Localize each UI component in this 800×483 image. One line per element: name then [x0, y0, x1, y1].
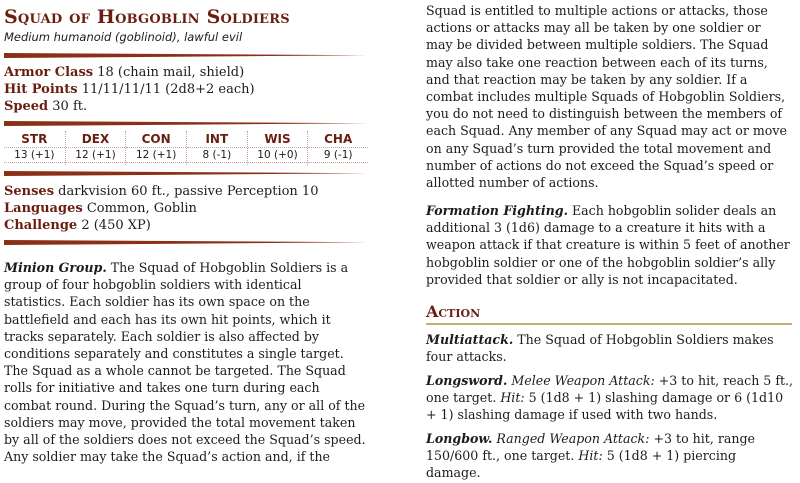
languages-label: Languages [4, 201, 83, 216]
hit-points-line [4, 81, 255, 98]
divider-rule [4, 121, 368, 126]
trait-formation-fighting: Formation Fighting. Each hobgoblin solider deals an additional 3 (1d6) damage to a creature it hits with a weapon attack if that creature is within 5 feet of another hobgoblin soldier or one of the hobgoblin soldier’s ally provided that soldier or ally is not incapacitated. [426, 203, 790, 287]
armor-class-label: Armor Class [4, 65, 94, 80]
languages-line [4, 200, 197, 217]
ability-dex: DEX 12 (+1) [65, 131, 126, 165]
armor-class-value: 18 (chain mail, shield) [97, 65, 245, 80]
action-longbow: Longbow. Ranged Weapon Attack: +3 to hit, range 150/600 ft., one target. Hit: 5 (1d8 + 1) piercing damage. [426, 431, 756, 481]
trait-minion-group: Minion Group. The Squad of Hobgoblin Soldiers is a group of four hobgoblin soldiers with identical statistics. Each soldier has its own space on the battlefield and each has its own hit points, which it tracks separately. Each soldier is also affected by conditions separately and constitutes a single target. The Squad as a whole cannot be targeted. The Squad rolls for initiative and takes one turn during each combat round. During the Squad’s turn, any or all of the soldiers may move, provided the total movement taken by all of the soldiers does not exceed the Squad’s speed. Any soldier may take the Squad’s action and, if the [4, 260, 366, 465]
speed-label: Speed [4, 99, 49, 114]
challenge-value: 2 (450 XP) [81, 218, 151, 233]
divider-rule [4, 171, 368, 176]
ability-cha: CHA 9 (-1) [307, 131, 368, 165]
ability-con: CON 12 (+1) [125, 131, 186, 165]
languages-value: Common, Goblin [86, 201, 197, 216]
ability-scores [4, 131, 368, 165]
trait-name: Minion Group. [4, 260, 107, 275]
actions-heading: Action [426, 302, 792, 325]
ability-str: STR 13 (+1) [4, 131, 65, 165]
action-name: Multiattack. [426, 332, 514, 347]
hit-points-value: 11/11/11/11 (2d8+2 each) [81, 82, 255, 97]
senses-value: darkvision 60 ft., passive Perception 10 [58, 184, 319, 199]
hit-points-label: Hit Points [4, 82, 78, 97]
ability-wis: WIS 10 (+0) [247, 131, 308, 165]
monster-name: Squad of Hobgoblin Soldiers [4, 6, 290, 28]
action-name: Longsword. [426, 373, 508, 388]
action-longsword: Longsword. Melee Weapon Attack: +3 to hit, reach 5 ft., one target. Hit: 5 (1d8 + 1) slashing damage or 6 (1d10 + 1) slashing damage if used with two hands. [426, 373, 794, 423]
trait-minion-group-continued: Squad is entitled to multiple actions or attacks, those actions or attacks may all be taken by one soldier or may be divided between multiple soldiers. The Squad may also take one reaction between each of its turns, and that reaction may be taken by any soldier. If a combat includes multiple Squads of Hobgoblin Soldiers, you do not need to distinguish between the members of each Squad. Any member of any Squad may act or move on any Squad’s turn provided the total movement and number of actions do not exceed the Squad’s speed or allotted number of actions. [426, 3, 787, 190]
monster-meta: Medium humanoid (goblinoid), lawful evil [4, 30, 243, 44]
senses-line [4, 183, 318, 200]
armor-class-line [4, 64, 244, 81]
speed-line [4, 98, 87, 115]
action-name: Longbow. [426, 431, 493, 446]
challenge-label: Challenge [4, 218, 78, 233]
speed-value: 30 ft. [52, 99, 88, 114]
trait-name: Formation Fighting. [426, 203, 568, 218]
divider-rule [4, 53, 368, 58]
action-multiattack: Multiattack. The Squad of Hobgoblin Soldiers makes four attacks. [426, 332, 774, 365]
senses-label: Senses [4, 184, 55, 199]
divider-rule [4, 240, 368, 245]
challenge-line [4, 217, 151, 234]
ability-int: INT 8 (-1) [186, 131, 247, 165]
